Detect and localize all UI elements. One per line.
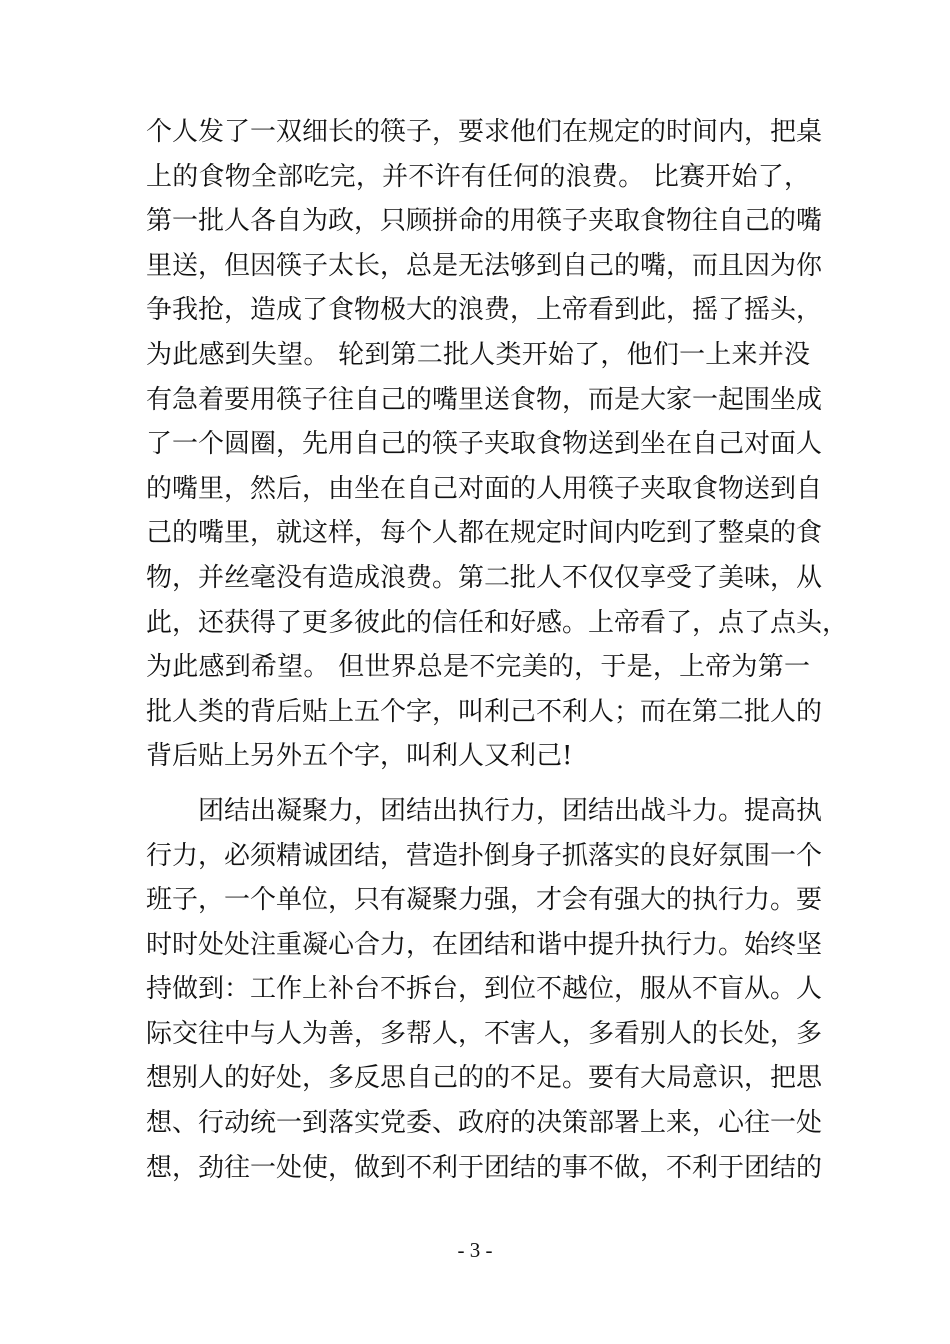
body-text	[146, 110, 849, 1190]
text-line: 为此感到希望。 但世界总是不完美的，于是，上帝为第一	[146, 652, 810, 683]
text-line: 际交往中与人为善，多帮人，不害人，多看别人的长处，多	[146, 1018, 823, 1049]
text-line: 上的食物全部吃完，并不许有任何的浪费。 比赛开始了，	[146, 161, 810, 192]
text-line: 物，并丝毫没有造成浪费。第二批人不仅仅享受了美味，从	[146, 562, 823, 593]
text-line: 有急着要用筷子往自己的嘴里送食物，而是大家一起围坐成	[146, 384, 823, 415]
text-line: 的嘴里，然后，由坐在自己对面的人用筷子夹取食物送到自	[146, 473, 823, 504]
text-line: 行力，必须精诚团结，营造扑倒身子抓落实的良好氛围一个	[146, 840, 823, 871]
text-line: 想，劲往一处使，做到不利于团结的事不做，不利于团结的	[146, 1152, 823, 1183]
text-line: 此，还获得了更多彼此的信任和好感。上帝看了，点了点头，	[146, 607, 849, 638]
text-line: 第一批人各自为政，只顾拼命的用筷子夹取食物往自己的嘴	[146, 206, 823, 237]
text-line: 里送，但因筷子太长，总是无法够到自己的嘴，而且因为你	[146, 250, 823, 281]
text-line: 个人发了一双细长的筷子，要求他们在规定的时间内，把桌	[146, 117, 823, 147]
text-line: 想、行动统一到落实党委、政府的决策部署上来，心往一处	[146, 1108, 823, 1139]
text-line: 时时处处注重凝心合力，在团结和谐中提升执行力。始终坚	[146, 929, 823, 960]
paragraph	[146, 789, 823, 1190]
text-line: 想别人的好处，多反思自己的的不足。要有大局意识，把思	[146, 1063, 823, 1094]
paragraph	[146, 110, 849, 779]
text-line: 己的嘴里，就这样，每个人都在规定时间内吃到了整桌的食	[146, 518, 823, 549]
page-number: - 3 -	[457, 1238, 493, 1262]
text-line: 班子，一个单位，只有凝聚力强，才会有强大的执行力。要	[146, 885, 823, 916]
text-line: 争我抢，造成了食物极大的浪费，上帝看到此，摇了摇头，	[146, 295, 823, 326]
text-line: 为此感到失望。 轮到第二批人类开始了，他们一上来并没	[146, 339, 810, 370]
text-line: 批人类的背后贴上五个字，叫利己不利人；而在第二批人的	[146, 696, 823, 727]
text-line: 团结出凝聚力，团结出执行力，团结出战斗力。提高执	[198, 795, 823, 826]
text-line: 持做到：工作上补台不拆台，到位不越位，服从不盲从。人	[146, 974, 823, 1005]
text-line: 背后贴上另外五个字，叫利人又利己!	[146, 741, 573, 772]
text-line: 了一个圆圈，先用自己的筷子夹取食物送到坐在自己对面人	[146, 429, 823, 460]
